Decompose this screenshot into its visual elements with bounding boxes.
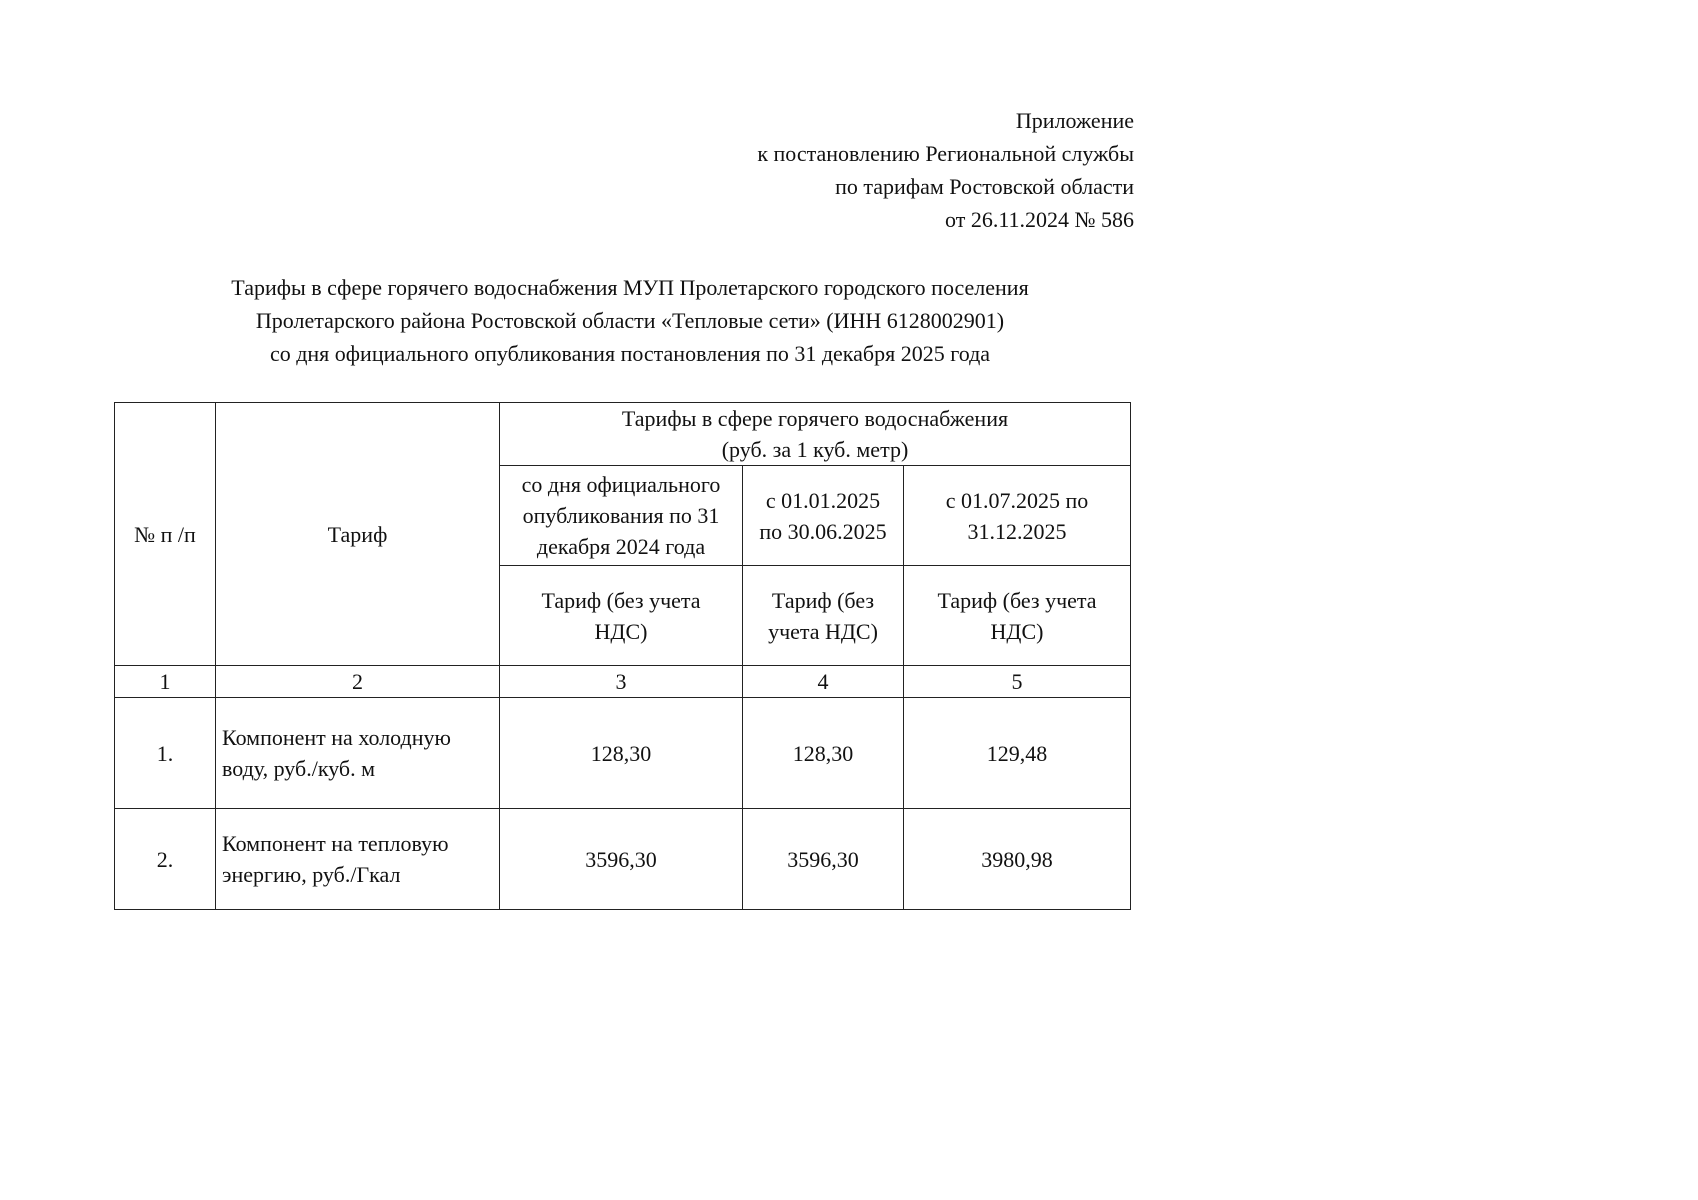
appendix-line: от 26.11.2024 № 586 bbox=[945, 207, 1134, 232]
column-number: 3 bbox=[500, 666, 743, 698]
header-group-line: Тарифы в сфере горячего водоснабжения bbox=[621, 406, 1009, 431]
row-tariff-name-line: Компонент на тепловую bbox=[222, 831, 449, 856]
header-period-line: со дня официального bbox=[521, 472, 721, 497]
header-period bbox=[500, 466, 743, 566]
header-number-label: № п /п bbox=[134, 521, 196, 547]
header-subheader-line: Тариф (без учета bbox=[937, 587, 1097, 613]
header-period bbox=[904, 466, 1131, 566]
header-subheader-line: НДС) bbox=[990, 618, 1044, 644]
row-tariff-name bbox=[216, 698, 500, 809]
header-period bbox=[743, 466, 904, 566]
table-header-row bbox=[115, 403, 1131, 466]
row-tariff-name bbox=[216, 809, 500, 910]
appendix-block bbox=[560, 104, 1134, 236]
document-title bbox=[130, 271, 1130, 370]
header-period-line: по 30.06.2025 bbox=[759, 518, 887, 544]
header-period-line: опубликования по 31 bbox=[522, 503, 720, 528]
column-number: 2 bbox=[216, 666, 500, 698]
header-period-line: декабря 2024 года bbox=[536, 534, 706, 559]
header-subheader-line: НДС) bbox=[594, 618, 648, 644]
appendix-line: Приложение bbox=[1015, 108, 1134, 133]
header-group-line: (руб. за 1 куб. метр) bbox=[721, 437, 909, 462]
title-line: Пролетарского района Ростовской области «Тепловые сети» (ИНН 6128002901) bbox=[255, 308, 1005, 333]
row-tariff-name-line: воду, руб./куб. м bbox=[222, 756, 376, 781]
column-number: 1 bbox=[115, 666, 216, 698]
row-value: 3596,30 bbox=[743, 809, 904, 910]
column-number: 4 bbox=[743, 666, 904, 698]
header-subheader bbox=[904, 566, 1131, 666]
column-number-row bbox=[115, 666, 1131, 698]
header-subheader-line: Тариф (без учета bbox=[541, 587, 701, 613]
table-row bbox=[115, 698, 1131, 809]
tariffs-table bbox=[114, 402, 1131, 910]
title-line: со дня официального опубликования постановления по 31 декабря 2025 года bbox=[269, 341, 991, 366]
row-tariff-name-line: Компонент на холодную bbox=[222, 725, 451, 750]
header-group bbox=[500, 403, 1131, 466]
table-row bbox=[115, 809, 1131, 910]
row-value: 128,30 bbox=[500, 698, 743, 809]
row-value: 3596,30 bbox=[500, 809, 743, 910]
header-tariff-label: Тариф bbox=[327, 521, 388, 547]
header-tariff bbox=[216, 403, 500, 666]
header-subheader-line: Тариф (без bbox=[771, 587, 875, 613]
header-subheader bbox=[743, 566, 904, 666]
row-value: 128,30 bbox=[743, 698, 904, 809]
header-subheader-line: учета НДС) bbox=[768, 618, 878, 644]
header-period-line: с 01.01.2025 bbox=[765, 487, 881, 513]
column-number: 5 bbox=[904, 666, 1131, 698]
row-tariff-name-line: энергию, руб./Гкал bbox=[222, 862, 401, 887]
header-subheader bbox=[500, 566, 743, 666]
appendix-line: по тарифам Ростовской области bbox=[835, 174, 1134, 199]
row-value: 129,48 bbox=[904, 698, 1131, 809]
row-value: 3980,98 bbox=[904, 809, 1131, 910]
title-line: Тарифы в сфере горячего водоснабжения МУП Пролетарского городского поселения bbox=[231, 275, 1029, 300]
header-period-line: 31.12.2025 bbox=[967, 518, 1067, 544]
row-number: 2. bbox=[115, 809, 216, 910]
header-period-line: с 01.07.2025 по bbox=[945, 487, 1089, 513]
row-number: 1. bbox=[115, 698, 216, 809]
appendix-line: к постановлению Региональной службы bbox=[757, 141, 1134, 166]
header-number bbox=[115, 403, 216, 666]
